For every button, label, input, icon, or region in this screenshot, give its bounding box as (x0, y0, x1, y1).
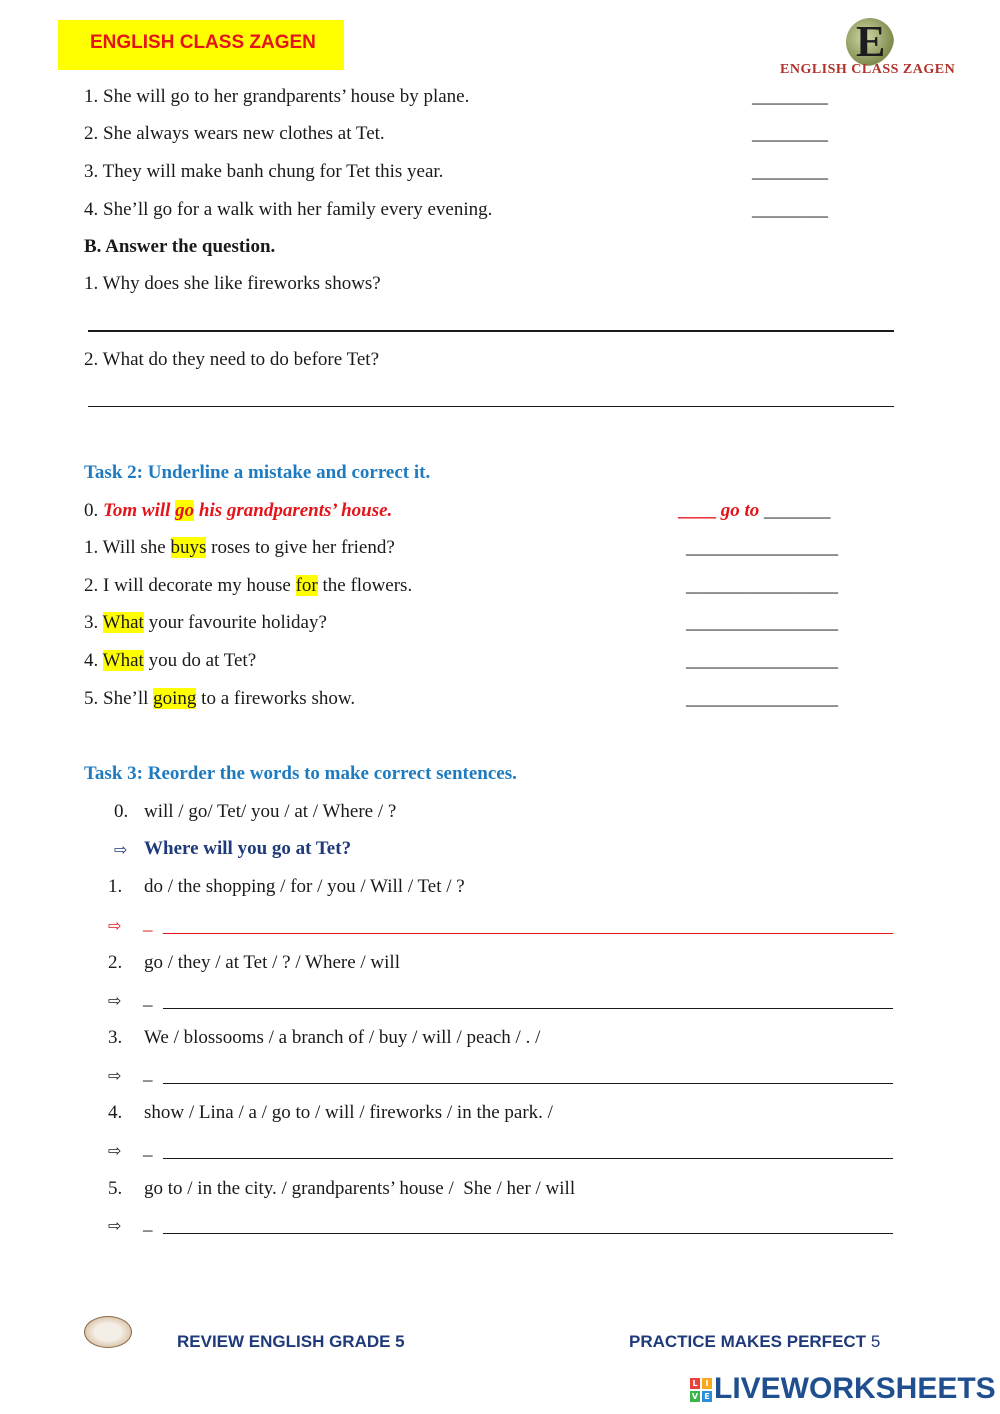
task1-blank-2[interactable]: ________ (752, 123, 828, 144)
header-badge-text: ENGLISH CLASS ZAGEN (90, 32, 316, 53)
task1-item-3: 3. They will make banh chung for Tet this year. (84, 161, 444, 182)
logo-letter: E (856, 17, 886, 66)
example-mistake: go (175, 500, 195, 521)
brand-text: LIVEWORKSHEETS (714, 1372, 996, 1405)
task2-blank-3[interactable]: ________________ (686, 612, 838, 633)
task2-item-2: 2. I will decorate my house for the flowers. (84, 575, 413, 596)
task3-answer-prefix-1: _ (143, 913, 153, 934)
arrow-icon: ⇨ (108, 1216, 122, 1235)
arrow-icon: ⇨ (108, 991, 122, 1010)
footer-logo (84, 1316, 132, 1348)
task2-blank-5[interactable]: ________________ (686, 688, 838, 709)
footer-left-title: REVIEW ENGLISH GRADE 5 (177, 1332, 405, 1351)
task3-answer-line-1[interactable] (163, 933, 893, 934)
arrow-icon: ⇨ (114, 840, 128, 859)
answer-line-2[interactable] (88, 406, 894, 407)
mistake-word[interactable]: going (153, 688, 197, 709)
brand-tile-l: L (690, 1378, 700, 1389)
task3-item-5-num: 5. (108, 1178, 123, 1199)
task3-item-2-words: go / they / at Tet / ? / Where / will (144, 952, 400, 973)
task3-item-4-num: 4. (108, 1102, 123, 1123)
task3-example-num: 0. (114, 801, 129, 822)
task3-item-5-words: go to / in the city. / grandparents’ house / She / her / will (144, 1178, 576, 1199)
task3-item-1-words: do / the shopping / for / you / Will / Tet / ? (144, 876, 465, 897)
task1-item-2: 2. She always wears new clothes at Tet. (84, 123, 385, 144)
mistake-word[interactable]: What (102, 612, 144, 633)
task1-item-1: 1. She will go to her grandparents’ house by plane. (84, 86, 470, 107)
task3-example-answer: Where will you go at Tet? (144, 838, 352, 859)
task2-item-1: 1. Will she buys roses to give her friend? (84, 537, 395, 558)
task2-blank-4[interactable]: ________________ (686, 650, 838, 671)
header-badge (58, 20, 344, 70)
answer-line-1[interactable] (88, 330, 894, 332)
logo (776, 16, 966, 82)
arrow-icon: ⇨ (108, 916, 122, 935)
mistake-word[interactable]: buys (170, 537, 207, 558)
task2-item-5: 5. She’ll going to a fireworks show. (84, 688, 356, 709)
question-2: 2. What do they need to do before Tet? (84, 349, 380, 370)
task3-item-3-words: We / blossooms / a branch of / buy / will / peach / . / (144, 1027, 541, 1048)
task2-item-4: 4. What you do at Tet? (84, 650, 257, 671)
task2-example-answer: ____ go to _______ (678, 500, 831, 521)
footer-right-title: PRACTICE MAKES PERFECT 5 (629, 1332, 881, 1351)
task1-blank-4[interactable]: ________ (752, 199, 828, 220)
task3-answer-line-2[interactable] (163, 1008, 893, 1009)
task3-answer-prefix-2: _ (143, 988, 153, 1009)
task3-item-3-num: 3. (108, 1027, 123, 1048)
task1-blank-1[interactable]: ________ (752, 86, 828, 107)
task2-blank-2[interactable]: ________________ (686, 575, 838, 596)
arrow-icon: ⇨ (108, 1066, 122, 1085)
task3-item-1-num: 1. (108, 876, 123, 897)
task2-example: 0. Tom will go his grandparents’ house. (84, 500, 393, 521)
mistake-word[interactable]: for (295, 575, 318, 596)
brand-tile-e: E (702, 1391, 712, 1402)
task3-example-words: will / go/ Tet/ you / at / Where / ? (144, 801, 397, 822)
task3-item-2-num: 2. (108, 952, 123, 973)
brand-tile-v: V (691, 1392, 699, 1401)
page-number: 5 (870, 1332, 881, 1351)
task3-answer-prefix-3: _ (143, 1063, 153, 1084)
task3-answer-line-5[interactable] (163, 1233, 893, 1234)
task3-title: Task 3: Reorder the words to make correct sentences. (84, 763, 517, 784)
task2-title: Task 2: Underline a mistake and correct it. (84, 462, 431, 483)
task2-item-3: 3. What your favourite holiday? (84, 612, 327, 633)
task3-answer-line-3[interactable] (163, 1083, 893, 1084)
arrow-icon: ⇨ (108, 1141, 122, 1160)
task1-item-4: 4. She’ll go for a walk with her family every evening. (84, 199, 493, 220)
mistake-word[interactable]: What (102, 650, 144, 671)
task3-item-4-words: show / Lina / a / go to / will / fireworks / in the park. / (144, 1102, 553, 1123)
question-1: 1. Why does she like fireworks shows? (84, 273, 381, 294)
brand-tile-i: I (702, 1378, 712, 1389)
brand-tiles-icon (690, 1378, 712, 1402)
task3-answer-prefix-4: _ (143, 1138, 153, 1159)
task1-blank-3[interactable]: ________ (752, 161, 828, 182)
part-b-title: B. Answer the question. (84, 236, 276, 257)
logo-text: ENGLISH CLASS ZAGEN (780, 62, 956, 77)
task3-answer-line-4[interactable] (163, 1158, 893, 1159)
task2-blank-1[interactable]: ________________ (686, 537, 838, 558)
task3-answer-prefix-5: _ (143, 1213, 153, 1234)
